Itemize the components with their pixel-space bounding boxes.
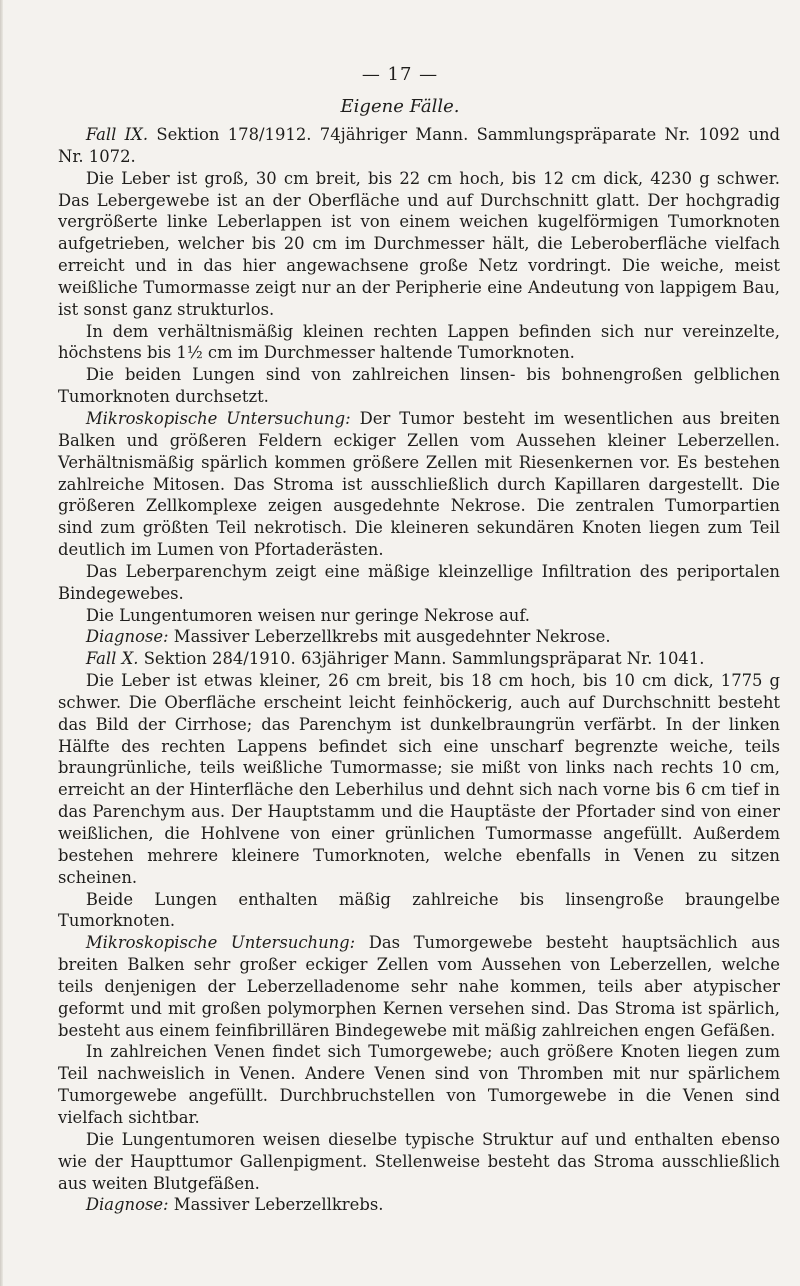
paragraph xyxy=(58,1041,780,1128)
section-title: Eigene Fälle. xyxy=(340,96,460,117)
paragraph xyxy=(58,408,780,561)
paragraph-text: In zahlreichen Venen findet sich Tumorgewebe; auch größere Knoten liegen zum Teil nachweislich in Venen. Andere Venen sind von Thromben mit nur spärlichem Tumorgewebe angefüllt. Durchbruchstellen von Tumorgewebe in die Venen sind vielfach sichtbar. xyxy=(58,1042,780,1127)
paragraph-lead: Mikroskopische Untersuchung: xyxy=(85,408,351,428)
page-edge-shadow xyxy=(0,0,3,1286)
paragraph xyxy=(58,561,780,605)
paragraph-lead: Fall X. xyxy=(85,649,139,669)
page-number: — 17 — xyxy=(361,64,439,85)
paragraph xyxy=(58,605,780,627)
paragraph-text: Sektion 284/1910. 63jähriger Mann. Sammlungspräparat Nr. 1041. xyxy=(138,649,705,669)
paragraph-text: Der Tumor besteht im wesentlichen aus breiten Balken und größeren Feldern eckiger Zellen vom Aussehen kleiner Leberzellen. Verhältnismäßig spärlich kommen größere Zellen mit Riesenkernen vor. Es bestehen zahlreiche Mitosen. Das Stroma ist ausschließlich durch Kapillaren dargestellt. Die größeren Zellkomplexe zeigen ausgedehnte Nekrose. Die zentralen Tumorpartien sind zum größten Teil nekrotisch. Die kleineren sekundären Knoten liegen zum Teil deutlich im Lumen von Pfortaderästen. xyxy=(58,408,780,560)
paragraph-lead: Fall IX. xyxy=(85,125,149,144)
paragraph xyxy=(58,124,780,168)
paragraph xyxy=(58,1129,780,1195)
paragraph-lead: Mikroskopische Untersuchung: xyxy=(85,933,356,953)
paragraph-text: Die Leber ist etwas kleiner, 26 cm breit, bis 18 cm hoch, bis 10 cm dick, 1775 g schwer. Die Oberfläche erscheint leicht feinhöckerig, auch auf Durchschnitt besteht das Bild der Cirrhose; das Parenchym ist dunkelbraungrün verfärbt. In der linken Hälfte des rechten Lappens befindet sich eine unscharf begrenzte weiche, teils braungrünliche, teils weißliche Tumormasse; sie mißt von links nach rechts 10 cm, erreicht an der Hinterfläche den Leberhilus und dehnt sich nach vorne bis 6 cm tief in das Parenchym aus. Der Hauptstamm und die Hauptäste der Pfortader sind von einer weißlichen, die Hohlvene von einer grünlichen Tumormasse angefüllt. Außerdem bestehen mehrere kleinere Tumorknoten, welche ebenfalls in Venen zu sitzen scheinen. xyxy=(58,671,780,887)
paragraph-text: Die beiden Lungen sind von zahlreichen linsen- bis bohnengroßen gelblichen Tumorknoten durchsetzt. xyxy=(58,365,780,407)
paragraph-lead: Diagnose: xyxy=(85,627,169,647)
paragraph xyxy=(58,932,780,1041)
paragraph-text: Beide Lungen enthalten mäßig zahlreiche bis linsengroße braungelbe Tumorknoten. xyxy=(58,889,780,931)
paragraph-text: In dem verhältnismäßig kleinen rechten Lappen befinden sich nur vereinzelte, höchstens bis 1½ cm im Durchmesser haltende Tumorknoten. xyxy=(58,321,780,363)
body-text xyxy=(58,124,780,1216)
paragraph-text: Die Leber ist groß, 30 cm breit, bis 22 cm hoch, bis 12 cm dick, 4230 g schwer. Das Lebergewebe ist an der Oberfläche und auf Durchschnitt glatt. Der hochgradig vergrößerte linke Leberlappen ist von einem weichen kugelförmigen Tumorknoten aufgetrieben, welcher bis 20 cm im Durchmesser hält, die Leberoberfläche vielfach erreicht und in das hier angewachsene große Netz vordringt. Die weiche, meist weißliche Tumormasse zeigt nur an der Peripherie eine Andeutung von lappigem Bau, ist sonst ganz strukturlos. xyxy=(58,168,780,319)
paragraph-text: Die Lungentumoren weisen nur geringe Nekrose auf. xyxy=(85,605,531,625)
paragraph xyxy=(58,1194,780,1216)
paragraph-text: Die Lungentumoren weisen dieselbe typische Struktur auf und enthalten ebenso wie der Haupttumor Gallenpigment. Stellenweise besteht das Stroma ausschließlich aus weiten Blutgefäßen. xyxy=(58,1129,780,1193)
paragraph xyxy=(58,364,780,408)
paragraph xyxy=(58,321,780,365)
paragraph xyxy=(58,670,780,888)
paragraph-text: Das Tumorgewebe besteht hauptsächlich aus breiten Balken sehr großer eckiger Zellen vom Aussehen von Leberzellen, welche teils denjenigen der Leberzelladenome sehr nahe kommen, teils aber atypischer geformt und mit großen polymorphen Kernen versehen sind. Das Stroma ist spärlich, besteht aus einem feinfibrillären Bindegewebe mit mäßig zahlreichen engen Gefäßen. xyxy=(58,933,780,1040)
paragraph-text: Massiver Leberzellkrebs mit ausgedehnter Nekrose. xyxy=(168,627,611,647)
paragraph-text: Das Leberparenchym zeigt eine mäßige kleinzellige Infiltration des periportalen Bindegewebes. xyxy=(58,561,780,603)
paragraph xyxy=(58,648,780,670)
paragraph xyxy=(58,889,780,933)
paragraph xyxy=(58,168,780,321)
paragraph-text: Massiver Leberzellkrebs. xyxy=(168,1195,384,1215)
paragraph xyxy=(58,626,780,648)
paragraph-lead: Diagnose: xyxy=(85,1195,169,1215)
paragraph-text: Sektion 178/1912. 74jähriger Mann. Sammlungspräparate Nr. 1092 und Nr. 1072. xyxy=(58,125,780,166)
